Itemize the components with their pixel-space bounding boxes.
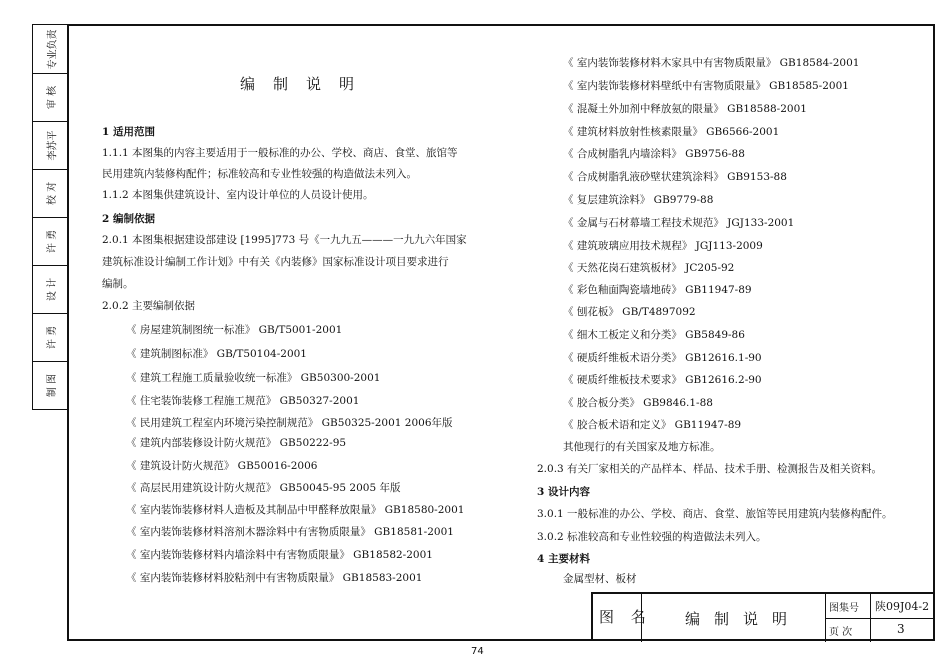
- text-line: 1.1.1 本图集的内容主要适用于一般标准的办公、学校、商店、食堂、旅馆等: [102, 147, 458, 159]
- standard-item: 《 胶合板分类》 GB9846.1-88: [563, 397, 713, 409]
- title-block: [591, 592, 933, 640]
- standard-item: 《 合成树脂乳液砂壁状建筑涂料》 GB9153-88: [563, 171, 787, 183]
- standard-item: 《 复层建筑涂料》 GB9779-88: [563, 194, 714, 206]
- standard-item: 《 硬质纤维板术语分类》 GB12616.1-90: [563, 352, 762, 364]
- text-line: 2.0.3 有关厂家相关的产品样本、样品、技术手册、检测报告及相关资料。: [537, 463, 883, 475]
- text-line: 3.0.2 标准较高和专业性较强的构造做法未列入。: [537, 531, 767, 543]
- sidebar-row: [33, 361, 68, 409]
- page-number: 74: [471, 646, 484, 657]
- standard-item: 《 细木工板定义和分类》 GB5849-86: [563, 329, 745, 341]
- standard-item: 《 室内装饰装修材料内墙涂料中有害物质限量》 GB18582-2001: [126, 549, 433, 561]
- standard-item: 《 室内装饰装修材料壁纸中有害物质限量》 GB18585-2001: [563, 80, 849, 92]
- standard-item: 《 建筑玻璃应用技术规程》 JGJ113-2009: [563, 240, 763, 252]
- section-heading: 3 设计内容: [537, 486, 590, 498]
- sheet-number: 3: [897, 622, 905, 636]
- section-heading: 1 适用范围: [102, 126, 155, 138]
- page-title: 编制说明: [240, 75, 373, 93]
- sidebar-row: [33, 265, 68, 313]
- standard-item: 《 民用建筑工程室内环境污染控制规范》 GB50325-2001 2006年版: [126, 417, 453, 429]
- text-line: 3.0.1 一般标准的办公、学校、商店、食堂、旅馆等民用建筑内装修构配件。: [537, 508, 893, 520]
- atlas-number: 陕09J04-2: [875, 600, 930, 613]
- page-number-label: 页 次: [829, 627, 853, 638]
- section-heading: 2 编制依据: [102, 213, 155, 225]
- standard-item: 《 房屋建筑制图统一标准》 GB/T5001-2001: [126, 324, 343, 336]
- text-line: 编制。: [102, 278, 134, 290]
- standard-item: 《 彩色釉面陶瓷墙地砖》 GB11947-89: [563, 284, 752, 296]
- atlas-number-label: 图集号: [829, 603, 859, 614]
- sidebar-label: 设 计: [47, 277, 58, 302]
- standard-item: 《 建筑制图标准》 GB/T50104-2001: [126, 348, 307, 360]
- text-line: 其他现行的有关国家及地方标准。: [563, 441, 721, 453]
- standard-item: 《 混凝土外加剂中释放氨的限量》 GB18588-2001: [563, 103, 807, 115]
- standard-item: 《 室内装饰装修材料溶剂木器涂料中有害物质限量》 GB18581-2001: [126, 526, 454, 538]
- text-line: 建筑标准设计编制工作计划》中有关《内装修》国家标准设计项目要求进行: [102, 256, 449, 268]
- section-heading: 4 主要材料: [537, 553, 590, 565]
- title-block-name: 编制说明: [685, 610, 802, 628]
- sidebar-label: 审 核: [47, 85, 58, 110]
- text-line: 2.0.1 本图集根据建设部建设 [1995]773 号《一九九五———一九九六年国家: [102, 234, 467, 246]
- title-block-name-label: 图 名: [599, 608, 652, 626]
- sidebar-row: [33, 73, 68, 121]
- standard-item: 《 建筑设计防火规范》 GB50016-2006: [126, 460, 318, 472]
- approval-sidebar: [32, 24, 68, 410]
- standard-item: 《 高层民用建筑设计防火规范》 GB50045-95 2005 年版: [126, 482, 401, 494]
- standard-item: 《 合成树脂乳内墙涂料》 GB9756-88: [563, 148, 745, 160]
- standard-item: 《 室内装饰装修材料木家具中有害物质限量》 GB18584-2001: [563, 57, 860, 69]
- sidebar-row: [33, 25, 68, 73]
- text-line: 金属型材、板材: [563, 573, 637, 585]
- sidebar-label: 李苏平: [47, 130, 58, 161]
- sidebar-label: 许 勇: [47, 229, 58, 254]
- text-line: 1.1.2 本图集供建筑设计、室内设计单位的人员设计使用。: [102, 189, 374, 201]
- standard-item: 《 建筑材料放射性核素限量》 GB6566-2001: [563, 126, 780, 138]
- sidebar-label: 专业负责: [47, 29, 58, 69]
- standard-item: 《 刨花板》 GB/T4897092: [563, 306, 696, 318]
- standard-item: 《 建筑工程施工质量验收统一标准》 GB50300-2001: [126, 372, 381, 384]
- standard-item: 《 硬质纤维板技术要求》 GB12616.2-90: [563, 374, 762, 386]
- sidebar-label: 校 对: [47, 181, 58, 206]
- sidebar-row: [33, 121, 68, 169]
- text-line: 2.0.2 主要编制依据: [102, 300, 196, 312]
- sidebar-row: [33, 169, 68, 217]
- sidebar-row: [33, 313, 68, 361]
- sidebar-row: [33, 217, 68, 265]
- text-line: 民用建筑内装修构配件；标准较高和专业性较强的构造做法未列入。: [102, 168, 417, 180]
- standard-item: 《 建筑内部装修设计防火规范》 GB50222-95: [126, 437, 347, 449]
- standard-item: 《 室内装饰装修材料胶粘剂中有害物质限量》 GB18583-2001: [126, 572, 423, 584]
- sidebar-label: 许 勇: [47, 325, 58, 350]
- standard-item: 《 金属与石材幕墙工程技术规范》 JGJ133-2001: [563, 217, 795, 229]
- standard-item: 《 室内装饰装修材料人造板及其制品中甲醛释放限量》 GB18580-2001: [126, 504, 465, 516]
- standard-item: 《 住宅装饰装修工程施工规范》 GB50327-2001: [126, 395, 360, 407]
- sidebar-label: 制 图: [47, 373, 58, 398]
- standard-item: 《 天然花岗石建筑板材》 JC205-92: [563, 262, 735, 274]
- standard-item: 《 胶合板术语和定义》 GB11947-89: [563, 419, 742, 431]
